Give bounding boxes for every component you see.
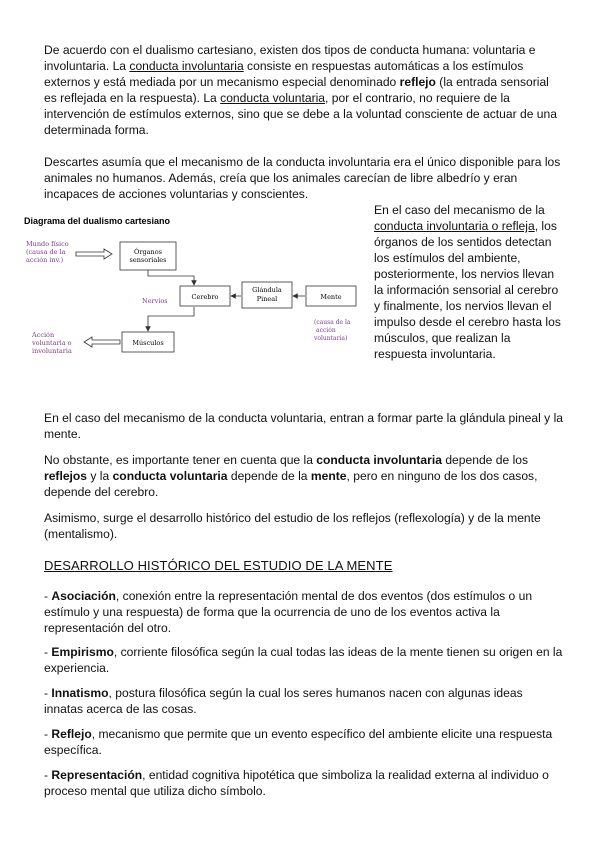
side-text-1: En el caso del mecanismo de la: [374, 203, 545, 217]
cartesian-dualism-diagram: [24, 212, 364, 372]
definition-text: , mecanismo que permite que un evento específico del ambiente elicite una respuesta específica.: [44, 727, 553, 757]
definition-text: , conexión entre la representación mental de dos eventos (dos estímulos o un estímulo y una respuesta) de forma que la ocurrencia de uno de los eventos activa la representación del otro.: [44, 589, 533, 635]
noobstante-text-1: No obstante, es importante tener en cuenta que la: [44, 453, 317, 467]
causa-voluntaria-3: voluntaria): [314, 335, 348, 342]
accion-label-3: involuntaria: [32, 347, 72, 355]
organos-label-1: Órganos: [134, 248, 162, 256]
accion-label-2: voluntaria o: [32, 339, 72, 347]
definition-term: Reflejo: [51, 727, 92, 741]
intro-text-4: , por el contrario, no requiere de la intervención de estímulos externos, sino que se debe a la voluntad consciente de actuar de una determinada forma.: [44, 91, 557, 137]
intro-text-2: consiste en respuestas automáticas a los estímulos externos y está mediada por un mecanismo especial denominado: [44, 59, 524, 89]
definition-dash: -: [44, 589, 52, 603]
definition-text: , postura filosófica según la cual los seres humanos nacen con algunas ideas innatas acerca de las cosas.: [44, 686, 523, 716]
definition-item: [44, 685, 564, 717]
definition-dash: -: [44, 686, 52, 700]
bold-conducta-voluntaria: conducta voluntaria: [112, 469, 228, 483]
definition-text: , corriente filosófica según la cual todas las ideas de la mente tienen su origen en la experiencia.: [44, 645, 563, 675]
definition-dash: -: [44, 768, 52, 782]
noobstante-text-4: depende de la: [227, 469, 311, 483]
accion-label-1: Acción: [32, 331, 55, 339]
term-reflejo: reflejo: [399, 75, 436, 89]
bold-mente: mente: [310, 469, 347, 483]
cerebro-label: Cerebro: [191, 293, 219, 301]
bold-reflejos: reflejos: [44, 469, 88, 483]
hollow-arrow-right: [76, 249, 112, 259]
descartes-paragraph: Descartes asumía que el mecanismo de la conducta involuntaria era el único disponible para los animales no humanos. Además, creía que los animales carecían de libre albedrío y eran incapaces de acciones voluntarias y conscientes.: [44, 155, 561, 201]
organos-to-cerebro-line: [148, 270, 194, 285]
section-heading: DESARROLLO HISTÓRICO DEL ESTUDIO DE LA MENTE: [44, 558, 393, 573]
causa-voluntaria-1: (causa de la: [314, 319, 351, 326]
bold-conducta-involuntaria: conducta involuntaria: [316, 453, 442, 467]
nervios-label: Nervios: [142, 297, 168, 305]
definition-item: [44, 767, 564, 799]
definition-term: Innatismo: [51, 686, 109, 700]
definition-item: [44, 644, 564, 676]
causa-voluntaria-2: acción: [316, 327, 336, 334]
definition-term: Asociación: [51, 589, 116, 603]
cerebro-to-musculos-line: [148, 307, 194, 331]
intro-text-3: (la entrada sensorial es reflejada en la respuesta). La: [44, 75, 549, 105]
intro-text-1: De acuerdo con el dualismo cartesiano, existen dos tipos de conducta humana: voluntaria e involuntaria. La: [44, 43, 536, 73]
definition-item: [44, 588, 564, 636]
definition-term: Representación: [51, 768, 143, 782]
voluntaria-paragraph: En el caso del mecanismo de la conducta voluntaria, entran a formar parte la glándula pineal y la mente.: [44, 411, 563, 441]
noobstante-text-3: y la: [87, 469, 113, 483]
intro-paragraph: [44, 42, 564, 138]
definition-dash: -: [44, 645, 52, 659]
definition-term: Empirismo: [51, 645, 114, 659]
noobstante-paragraph: [44, 452, 564, 500]
mundo-fisico-label-3: acción inv.): [26, 256, 64, 264]
glandula-label-1: Glándula: [252, 286, 282, 294]
noobstante-text-5: , pero en ninguno de los dos casos, depende del cerebro.: [44, 469, 538, 499]
term-conducta-involuntaria: conducta involuntaria: [129, 59, 244, 73]
musculos-label: Músculos: [132, 339, 164, 347]
diagram-title: Diagrama del dualismo cartesiano: [24, 216, 171, 226]
mundo-fisico-label-2: (causa de la: [26, 248, 66, 256]
mundo-fisico-label-1: Mundo físico: [26, 240, 69, 248]
definition-item: [44, 726, 564, 758]
asimismo-paragraph: Asimismo, surge el desarrollo histórico del estudio de los reflejos (reflexología) y de la mente (mentalismo).: [44, 511, 541, 541]
term-conducta-voluntaria: conducta voluntaria: [220, 91, 326, 105]
side-text-2: , los órganos de los sentidos detectan los estímulos del ambiente, posteriormente, los nervios llevan la información sensorial al cerebro y finalmente, los nervios llevan el impulso desde el cerebro hasta los músculos, que realizan la respuesta involuntaria.: [374, 219, 561, 361]
glandula-label-2: Pineal: [256, 295, 278, 303]
noobstante-text-2: depende de los: [441, 453, 529, 467]
side-paragraph: [374, 202, 564, 362]
term-conducta-involuntaria-refleja: conducta involuntaria o refleja: [374, 219, 535, 233]
mente-label: Mente: [320, 293, 342, 301]
definition-text: , entidad cognitiva hipotética que simboliza la realidad externa al individuo o proceso mental que utiliza dicho símbolo.: [44, 768, 549, 798]
hollow-arrow-left: [84, 337, 120, 347]
definition-dash: -: [44, 727, 52, 741]
organos-label-2: sensoriales: [129, 256, 167, 264]
